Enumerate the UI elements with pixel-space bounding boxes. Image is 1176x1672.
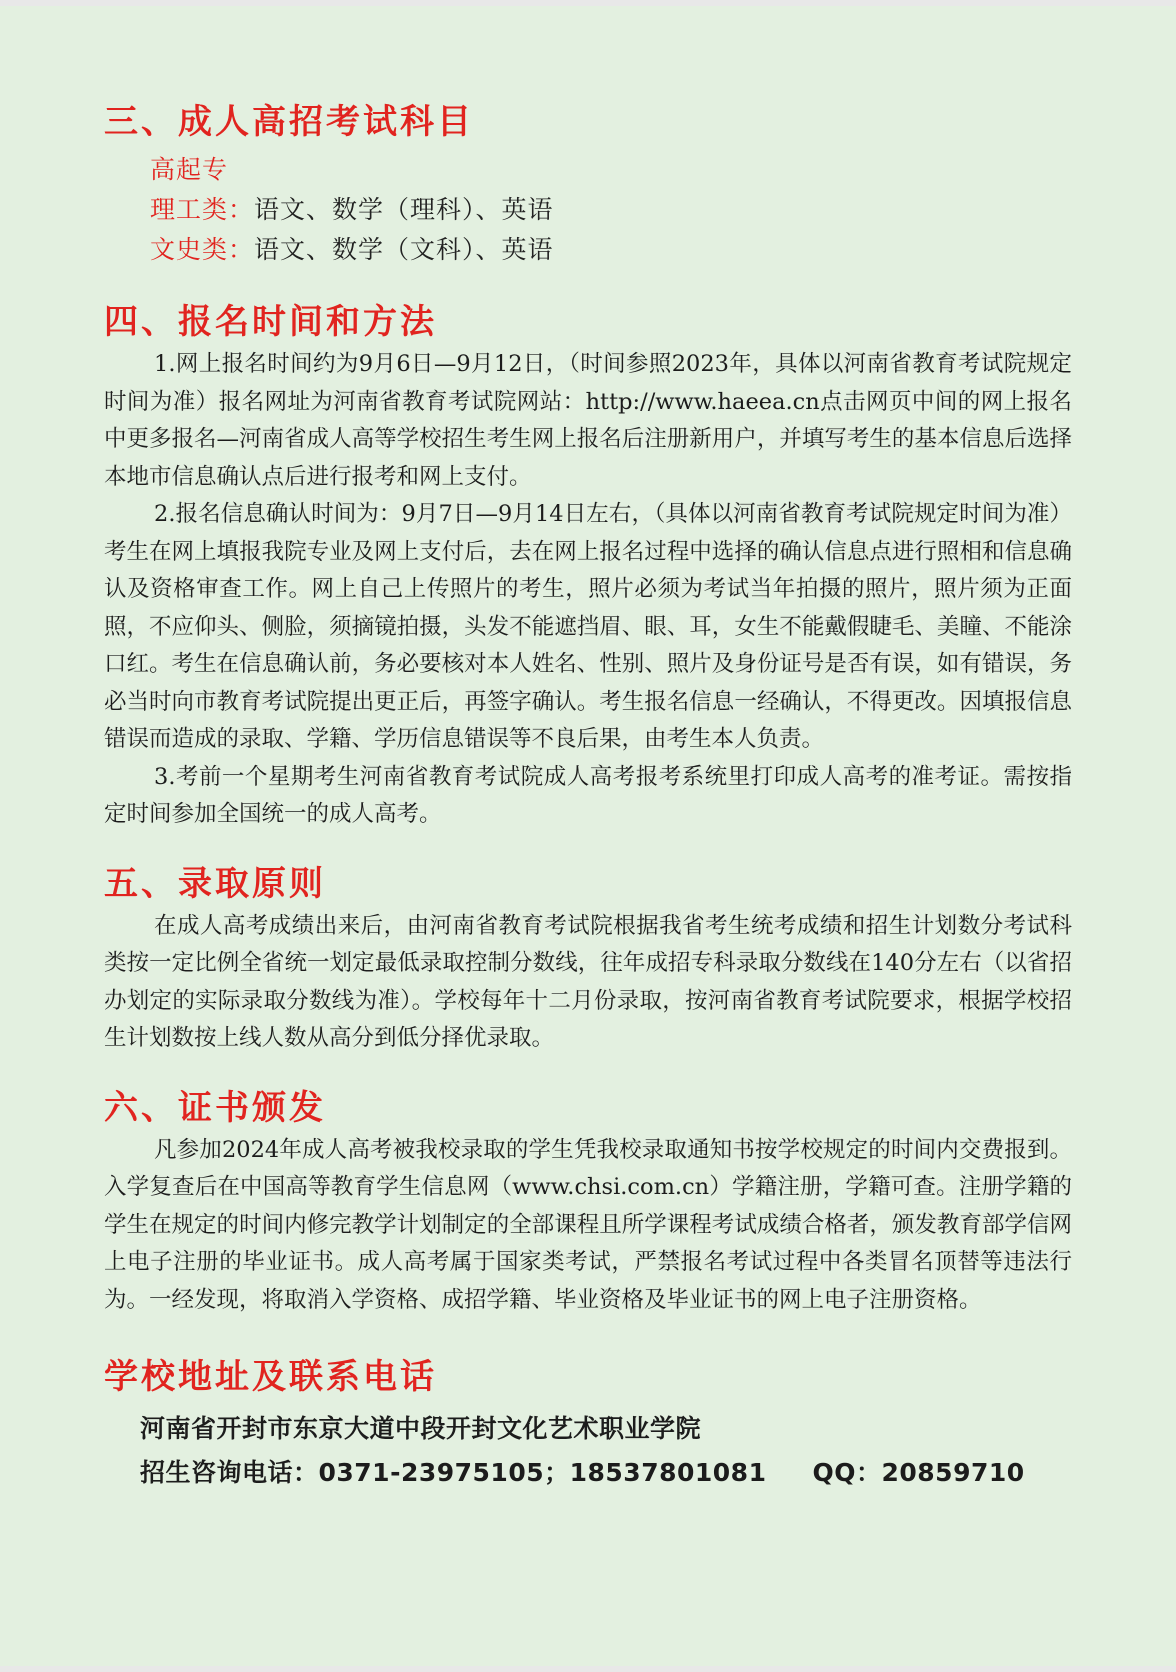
flyer-content [104, 98, 1072, 1495]
school-address: 河南省开封市东京大道中段开封文化艺术职业学院 [140, 1414, 702, 1443]
certificate-paragraph: 凡参加2024年成人高考被我校录取的学生凭我校录取通知书按学校规定的时间内交费报到。入学复查后在中国高等教育学生信息网（www.chsi.com.cn）学籍注册，学籍可查。注册学籍的学生在规定的时间内修完教学计划制定的全部课程且所学课程考试成绩合格者，颁发教育部学信网上电子注册的毕业证书。成人高考属于国家类考试，严禁报名考试过程中各类冒名顶替等违法行为。一经发现，将取消入学资格、成招学籍、毕业资格及毕业证书的网上电子注册资格。 [104, 1136, 1072, 1313]
arts-subjects: 语文、数学（文科）、英语 [254, 235, 554, 264]
registration-confirm-paragraph: 2.报名信息确认时间为：9月7日—9月14日左右，（具体以河南省教育考试院规定时间为准）考生在网上填报我院专业及网上支付后，去在网上报名过程中选择的确认信息点进行照相和信息确认及资格审查工作。网上自己上传照片的考生，照片必须为考试当年拍摄的照片，照片须为正面照，不应仰头、侧脸，须摘镜拍摄，头发不能遮挡眉、眼、耳，女生不能戴假睫毛、美瞳、不能涂口红。考生在信息确认前，务必要核对本人姓名、性别、照片及身份证号是否有误，如有错误，务必当时向市教育考试院提出更正后，再签字确认。考生报名信息一经确认，不得更改。因填报信息错误而造成的录取、学籍、学历信息错误等不良后果，由考生本人负责。 [104, 501, 1072, 752]
contact-title: 学校地址及联系电话 [104, 1357, 437, 1397]
exam-subjects [104, 150, 1072, 270]
arts-label: 文史类： [150, 235, 255, 264]
admission-principle-paragraph: 在成人高考成绩出来后，由河南省教育考试院根据我省考生统考成绩和招生计划数分考试科类按一定比例全省统一划定最低录取控制分数线，往年成招专科录取分数线在140分左右（以省招办划定的实际录取分数线为准）。学校每年十二月份录取，按河南省教育考试院要求，根据学校招生计划数按上线人数从高分到低分择优录取。 [104, 912, 1072, 1051]
arts-subjects-row [150, 230, 1072, 270]
section-4-title: 四、报名时间和方法 [104, 302, 437, 342]
science-subjects: 语文、数学（理科）、英语 [254, 195, 554, 224]
section-5-title: 五、录取原则 [104, 863, 326, 904]
flyer-page [0, 6, 1176, 1666]
admission-ticket-paragraph: 3.考前一个星期考生河南省教育考试院成人高考报考系统里打印成人高考的准考证。需按指定时间参加全国统一的成人高考。 [104, 763, 1072, 827]
science-subjects-row [150, 190, 1072, 230]
contact-phone: 招生咨询电话：0371-23975105；18537801081 QQ：20859710 [140, 1458, 1025, 1487]
section-6-title: 六、证书颁发 [104, 1087, 326, 1128]
registration-online-paragraph: 1.网上报名时间约为9月6日—9月12日，（时间参照2023年，具体以河南省教育考试院规定时间为准）报名网址为河南省教育考试院网站：http://www.haeea.cn点击网页中间的网上报名中更多报名—河南省成人高等学校招生考生网上报名后注册新用户，并填写考生的基本信息后选择本地市信息确认点后进行报考和网上支付。 [104, 351, 1072, 490]
science-label: 理工类： [150, 195, 255, 224]
section-3-title: 三、成人高招考试科目 [104, 102, 474, 142]
level-label: 高起专 [150, 155, 229, 184]
